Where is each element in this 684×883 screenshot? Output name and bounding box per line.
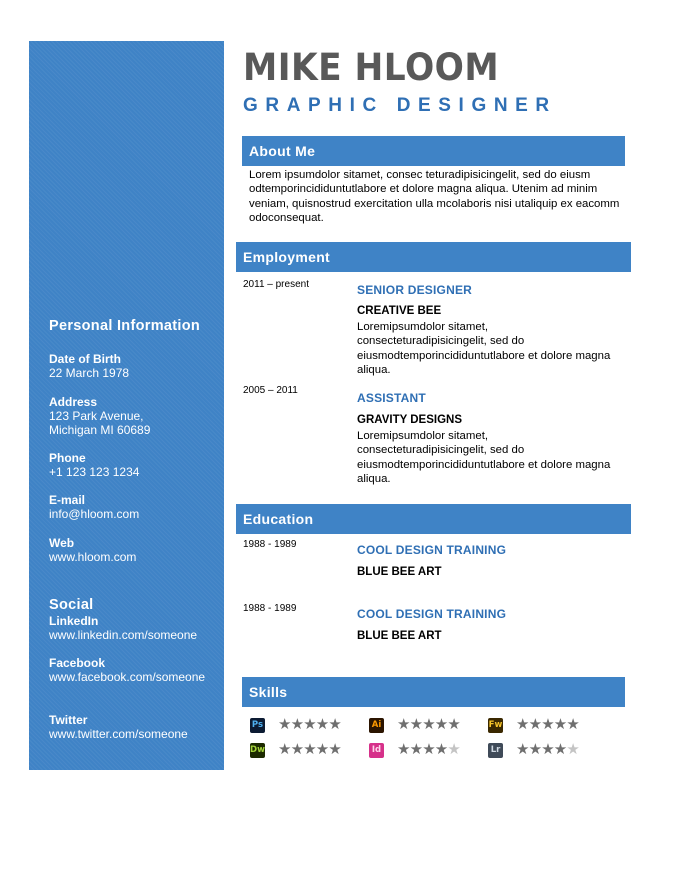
star-filled-icon: ★ [278,715,292,733]
star-filled-icon: ★ [290,740,305,758]
skill-rating [278,741,348,758]
web-block [49,536,221,564]
star-filled-icon: ★ [422,740,436,758]
dob-label: Date of Birth [49,352,121,366]
star-filled-icon: ★ [397,740,411,758]
about-heading: About Me [242,136,625,166]
phone-label: Phone [49,451,86,465]
email-label: E-mail [49,493,86,507]
job-title: GRAPHIC DESIGNER [243,95,557,116]
dob-value: 22 March 1978 [49,366,130,380]
education-dates-1: 1988 - 1989 [243,539,297,550]
web-value[interactable]: www.hloom.com [49,550,137,564]
linkedin-block [49,614,221,642]
personal-info-section [49,317,221,335]
dreamweaver-icon: Dw [250,743,265,758]
indesign-icon: Id [369,743,384,758]
candidate-name: MIKE HLOOM [243,46,500,89]
skill-rating [516,716,586,733]
facebook-label: Facebook [49,656,106,670]
facebook-block [49,656,207,684]
star-filled-icon: ★ [315,740,330,758]
star-filled-icon: ★ [553,740,568,758]
twitter-block [49,713,221,741]
sidebar [29,41,224,770]
star-filled-icon: ★ [528,740,543,758]
skill-rating [516,741,586,758]
education-course-1: COOL DESIGN TRAINING [357,543,507,557]
employment-role-2: ASSISTANT [357,391,426,405]
employment-dates-1: 2011 – present [243,279,309,290]
employment-company-2: GRAVITY DESIGNS [357,414,463,426]
address-line1: 123 Park Avenue, [49,409,144,423]
address-block [49,395,221,437]
education-dates-2: 1988 - 1989 [243,603,297,614]
skill-rating [278,716,348,733]
address-label: Address [49,395,98,409]
star-filled-icon: ★ [409,740,424,758]
star-filled-icon: ★ [303,740,317,758]
star-filled-icon: ★ [303,715,317,733]
employment-heading: Employment [236,242,631,272]
employment-company-1: CREATIVE BEE [357,305,442,317]
education-school-2: BLUE BEE ART [357,630,442,642]
email-value[interactable]: info@hloom.com [49,507,140,521]
skills-heading: Skills [242,677,625,707]
twitter-label: Twitter [49,713,88,727]
star-filled-icon: ★ [290,715,305,733]
star-filled-icon: ★ [422,715,436,733]
star-filled-icon: ★ [541,740,555,758]
star-filled-icon: ★ [553,715,568,733]
star-filled-icon: ★ [328,740,342,758]
about-text: Lorem ipsumdolor sitamet, consec teturadipisicingelit, sed do eiusm odtemporincididuntutlabore et dolore magna aliqua. Utenim ad minim veniam, quisnostrud exercitation ulla mcolaboris nisi utaliquip ex eacomm odoconsequat. [249,169,620,225]
phone-block [49,451,221,479]
employment-role-1: SENIOR DESIGNER [357,283,473,297]
personal-info-heading: Personal Information [49,318,201,334]
illustrator-icon: Ai [369,718,384,733]
star-filled-icon: ★ [528,715,543,733]
star-empty-icon: ★ [447,740,461,758]
facebook-value[interactable]: www.facebook.com/someone [49,670,206,684]
star-filled-icon: ★ [315,715,330,733]
address-line2: Michigan MI 60689 [49,423,151,437]
social-section [49,596,221,614]
star-filled-icon: ★ [434,715,449,733]
lightroom-icon: Lr [488,743,503,758]
linkedin-label: LinkedIn [49,614,99,628]
social-heading: Social [49,597,94,613]
linkedin-value[interactable]: www.linkedin.com/someone [49,628,198,642]
photoshop-icon: Ps [250,718,265,733]
star-filled-icon: ★ [278,740,292,758]
star-filled-icon: ★ [409,715,424,733]
star-filled-icon: ★ [541,715,555,733]
education-school-1: BLUE BEE ART [357,566,442,578]
education-heading: Education [236,504,631,534]
skill-rating [397,716,467,733]
fireworks-icon: Fw [488,718,503,733]
skill-rating [397,741,467,758]
star-filled-icon: ★ [434,740,449,758]
star-filled-icon: ★ [516,715,530,733]
email-block [49,493,221,521]
employment-dates-2: 2005 – 2011 [243,385,298,396]
dob-block [49,352,221,380]
web-label: Web [49,536,75,550]
twitter-value[interactable]: www.twitter.com/someone [49,727,188,741]
star-filled-icon: ★ [447,715,461,733]
education-course-2: COOL DESIGN TRAINING [357,607,507,621]
star-filled-icon: ★ [328,715,342,733]
star-empty-icon: ★ [566,740,580,758]
star-filled-icon: ★ [516,740,530,758]
star-filled-icon: ★ [397,715,411,733]
phone-value: +1 123 123 1234 [49,465,140,479]
star-filled-icon: ★ [566,715,580,733]
employment-desc-1: Loremipsumdolor sitamet, consecteturadipisicingelit, sed do eiusmodtemporincididuntutlabore et dolore magna aliqua. [357,321,611,377]
employment-desc-2: Loremipsumdolor sitamet, consecteturadipisicingelit, sed do eiusmodtemporincididuntutlabore et dolore magna aliqua. [357,430,611,486]
